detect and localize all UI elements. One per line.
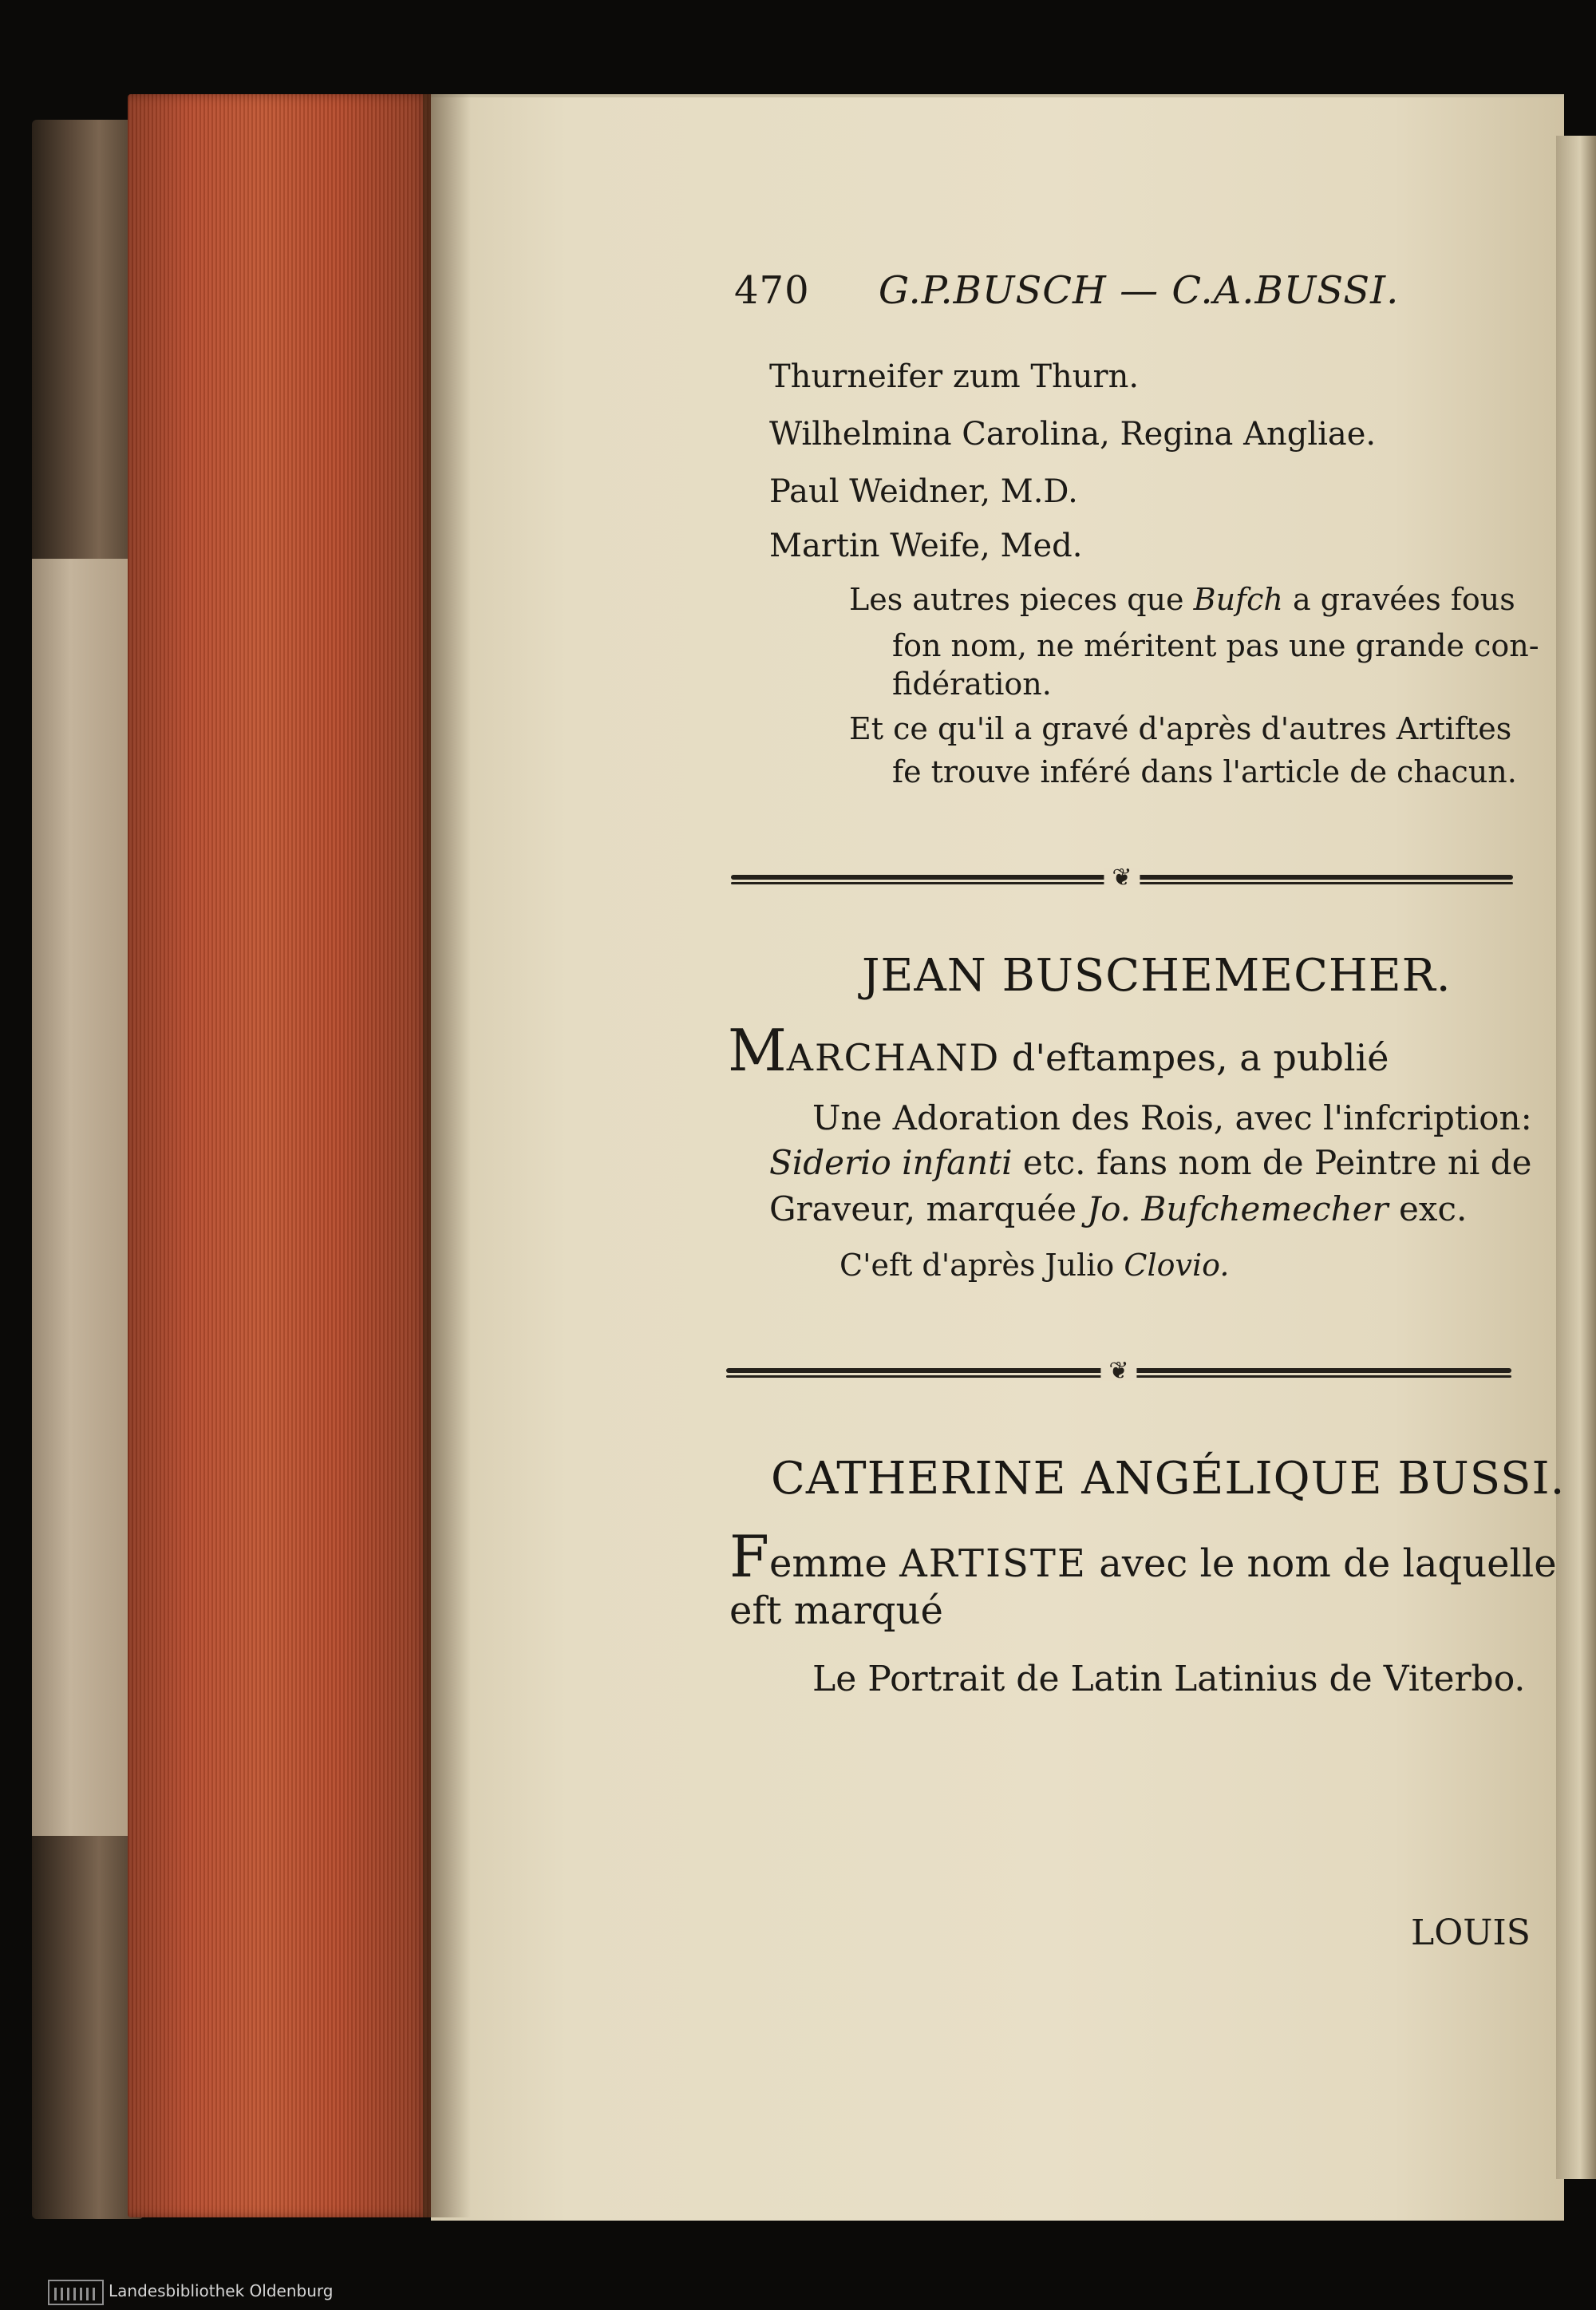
entry-line: Le Portrait de Latin Latinius de Viterbo. bbox=[812, 1659, 1526, 1699]
entry-text: Graveur, marquée bbox=[769, 1189, 1077, 1228]
book-cover-highlight bbox=[32, 559, 128, 1836]
ornamental-rule bbox=[731, 864, 1513, 892]
note-line bbox=[849, 584, 1515, 615]
entry-text: exc. bbox=[1398, 1189, 1468, 1228]
entry-line bbox=[839, 1248, 1230, 1283]
small-caps-word: ARTISTE bbox=[899, 1541, 1087, 1586]
entry-text: C'eft d'après Julio bbox=[839, 1248, 1115, 1283]
inscription-text: Jo. Bufchemecher bbox=[1087, 1189, 1389, 1228]
library-building-icon bbox=[48, 2280, 104, 2305]
small-caps-word: ARCHAND bbox=[786, 1036, 1001, 1079]
facing-page-edge bbox=[1556, 136, 1596, 2179]
ornamental-rule bbox=[726, 1357, 1511, 1385]
note-line: fe trouve inféré dans l'article de chacun. bbox=[892, 754, 1517, 789]
name-entry: Martin Weife, Med. bbox=[769, 528, 1083, 564]
note-line: fon nom, ne méritent pas une grande con- bbox=[892, 628, 1539, 663]
note-line: fidération. bbox=[892, 666, 1052, 702]
note-line: Et ce qu'il a gravé d'après d'autres Artiftes bbox=[849, 711, 1512, 746]
note-emphasis: Bufch bbox=[1193, 582, 1283, 617]
entry-line: eft marqué bbox=[729, 1588, 943, 1633]
artist-name: Clovio. bbox=[1124, 1248, 1230, 1283]
drop-capital: F bbox=[729, 1523, 769, 1590]
entry-line bbox=[769, 1143, 1532, 1182]
name-entry: Wilhelmina Carolina, Regina Angliae. bbox=[769, 416, 1377, 453]
entry-text: etc. fans nom de Peintre ni de bbox=[1022, 1143, 1532, 1182]
entry-line bbox=[769, 1189, 1468, 1228]
fleuron-icon: ❦ bbox=[1100, 1362, 1136, 1381]
note-text: a gravées fous bbox=[1292, 582, 1515, 617]
entry-heading: CATHERINE ANGÉLIQUE BUSSI. bbox=[771, 1453, 1566, 1505]
entry-intro bbox=[728, 1017, 1389, 1084]
footer-bar bbox=[0, 2272, 1596, 2310]
inscription-text: Siderio infanti bbox=[769, 1143, 1013, 1182]
intro-text: d'eftampes, a publié bbox=[1011, 1036, 1389, 1079]
drop-capital: M bbox=[728, 1017, 787, 1084]
entry-intro bbox=[729, 1523, 1557, 1590]
note-text: Les autres pieces que bbox=[849, 582, 1184, 617]
page-number: 470 bbox=[734, 268, 810, 313]
gutter-shadow bbox=[423, 94, 471, 2217]
page-edges bbox=[128, 94, 431, 2217]
name-entry: Thurneifer zum Thurn. bbox=[769, 358, 1140, 395]
catchword: LOUIS bbox=[1411, 1912, 1531, 1953]
running-head bbox=[734, 268, 1399, 313]
running-title: G.P.BUSCH — C.A.BUSSI. bbox=[878, 268, 1400, 313]
entry-heading: JEAN BUSCHEMECHER. bbox=[862, 950, 1452, 1002]
intro-text: avec le nom de laquelle bbox=[1099, 1541, 1557, 1586]
entry-line: Une Adoration des Rois, avec l'infcription: bbox=[812, 1098, 1532, 1137]
fleuron-icon: ❦ bbox=[1104, 868, 1140, 888]
intro-text: emme bbox=[768, 1541, 887, 1586]
library-label: Landesbibliothek Oldenburg bbox=[109, 2281, 334, 2300]
name-entry: Paul Weidner, M.D. bbox=[769, 473, 1078, 510]
